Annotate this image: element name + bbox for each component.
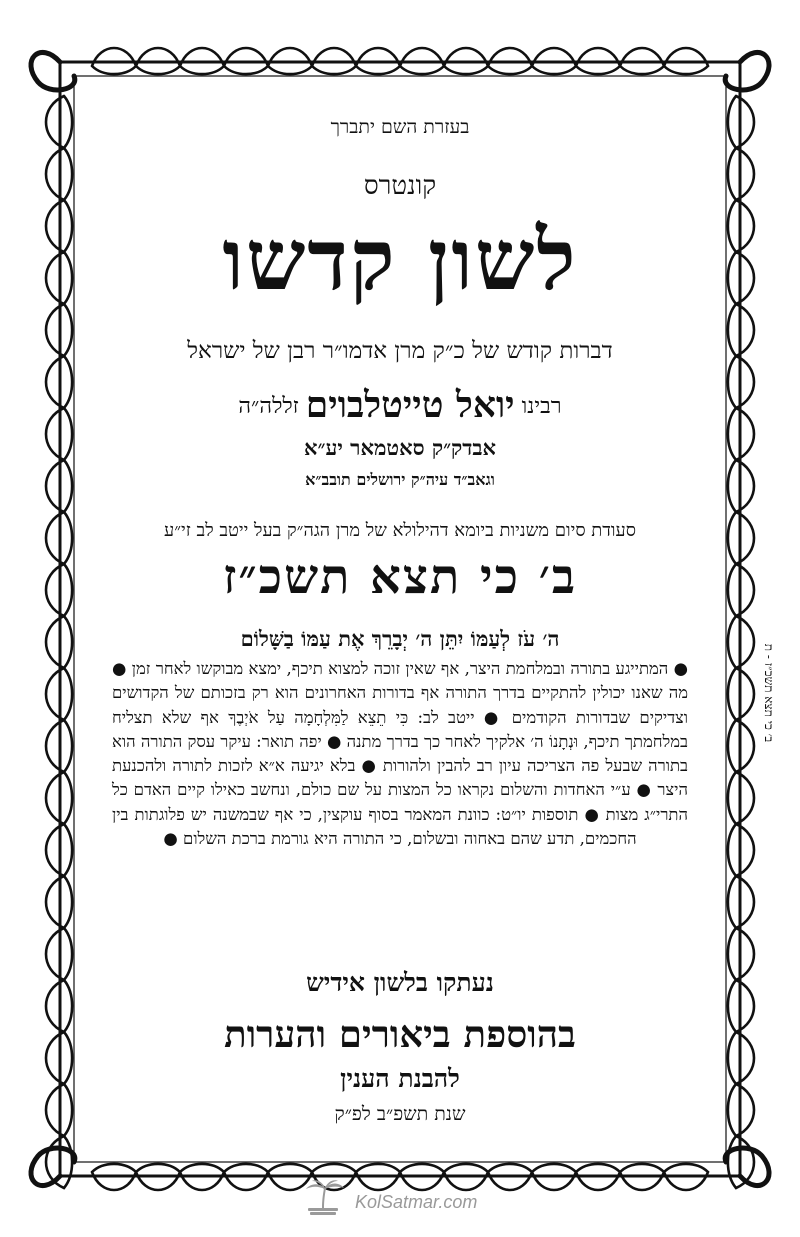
side-label-text: ב׳ כי תצא תשכ״ז - ת (762, 643, 776, 743)
jerusalem-line: וגאב״ד עיה״ק ירושלים תובב״א (305, 470, 495, 489)
year-line: שנת תשפ״ב לפ״ק (334, 1103, 466, 1125)
logo-text[interactable]: KolSatmar.com (355, 1192, 478, 1212)
date-heading: ב׳ כי תצא תשכ״ז (223, 549, 577, 605)
kuntres-label: קונטרס (363, 171, 437, 201)
lehavanas-line: להבנת הענין (340, 1064, 460, 1093)
palm-tree-logo-icon (300, 1178, 352, 1218)
divrei-kodesh-line: דברות קודש של כ״ק מרן אדמו״ר רבן של ישראל (187, 338, 613, 364)
translation-note: נעתקו בלשון אידיש (306, 968, 494, 997)
addition-heading: בהוספת ביאורים והערות (224, 1012, 576, 1056)
seudas-line: סעודת סיום משניות ביומא דהילולא של מרן הגה״ק בעל ייטב לב זי״ע (164, 520, 636, 541)
rabbi-suffix: זללה״ה (238, 394, 299, 419)
rabbi-prefix: רבינו (521, 394, 562, 419)
blessing-header: בעזרת השם יתברך (330, 116, 470, 138)
rabbi-name: יואל טייטלבוים (305, 384, 515, 426)
summary-paragraph: ● המתייגע בתורה ובמלחמת היצר, אף שאין זוכה למצוא תיכף, ימצא מבוקשו לאחר זמן ● מה שאנו יכולין להתקיים בדרך התורה אף בדורות האחרונים הוא רק בזכותם של הקדושים וצדיקים שבדורות הקודמים ● ייטב לב: כִּי תֵצֵא לַמִּלְחָמָה עַל אֹיְבֶךָ אף שלא תצליח במלחמתך תיכף, וּנְתָנוֹ ה׳ אלקיך לאחר כך בדרך מתנה ● יפה תואר: עיקר עסק התורה הוא בתורה שבעל פה הצריכה עיון רב להבין ולהורות ● בלא יגיעה א״א לזכות לתורה ולהכנעת היצר ● ע״י האחדות והשלום נקראו כל המצות על שם כולם, ונחשב כאילו קיים האדם כל התרי״ג מצות ● תוספות יו״ט: כוונת המאמר בסוף עוקצין, כי אף שבמשנה יש פלוגתות בין החכמים, תדע שהם באחוה ובשלום, כי התורה היא גורמת ברכת השלום ● (112, 659, 688, 849)
avdak-line: אבדק״ק סאטמאר יע״א (304, 435, 496, 460)
kolsatmar-logo[interactable] (300, 1178, 510, 1218)
side-label (762, 618, 791, 743)
verse-line: ה׳ עֹז לְעַמּוֹ יִתֵּן ה׳ יְבָרֵךְ אֶת עַמּוֹ בַשָּׁלוֹם (240, 626, 560, 651)
rabbi-name-line (118, 384, 682, 426)
page-title: לשון קדשו (222, 210, 578, 309)
